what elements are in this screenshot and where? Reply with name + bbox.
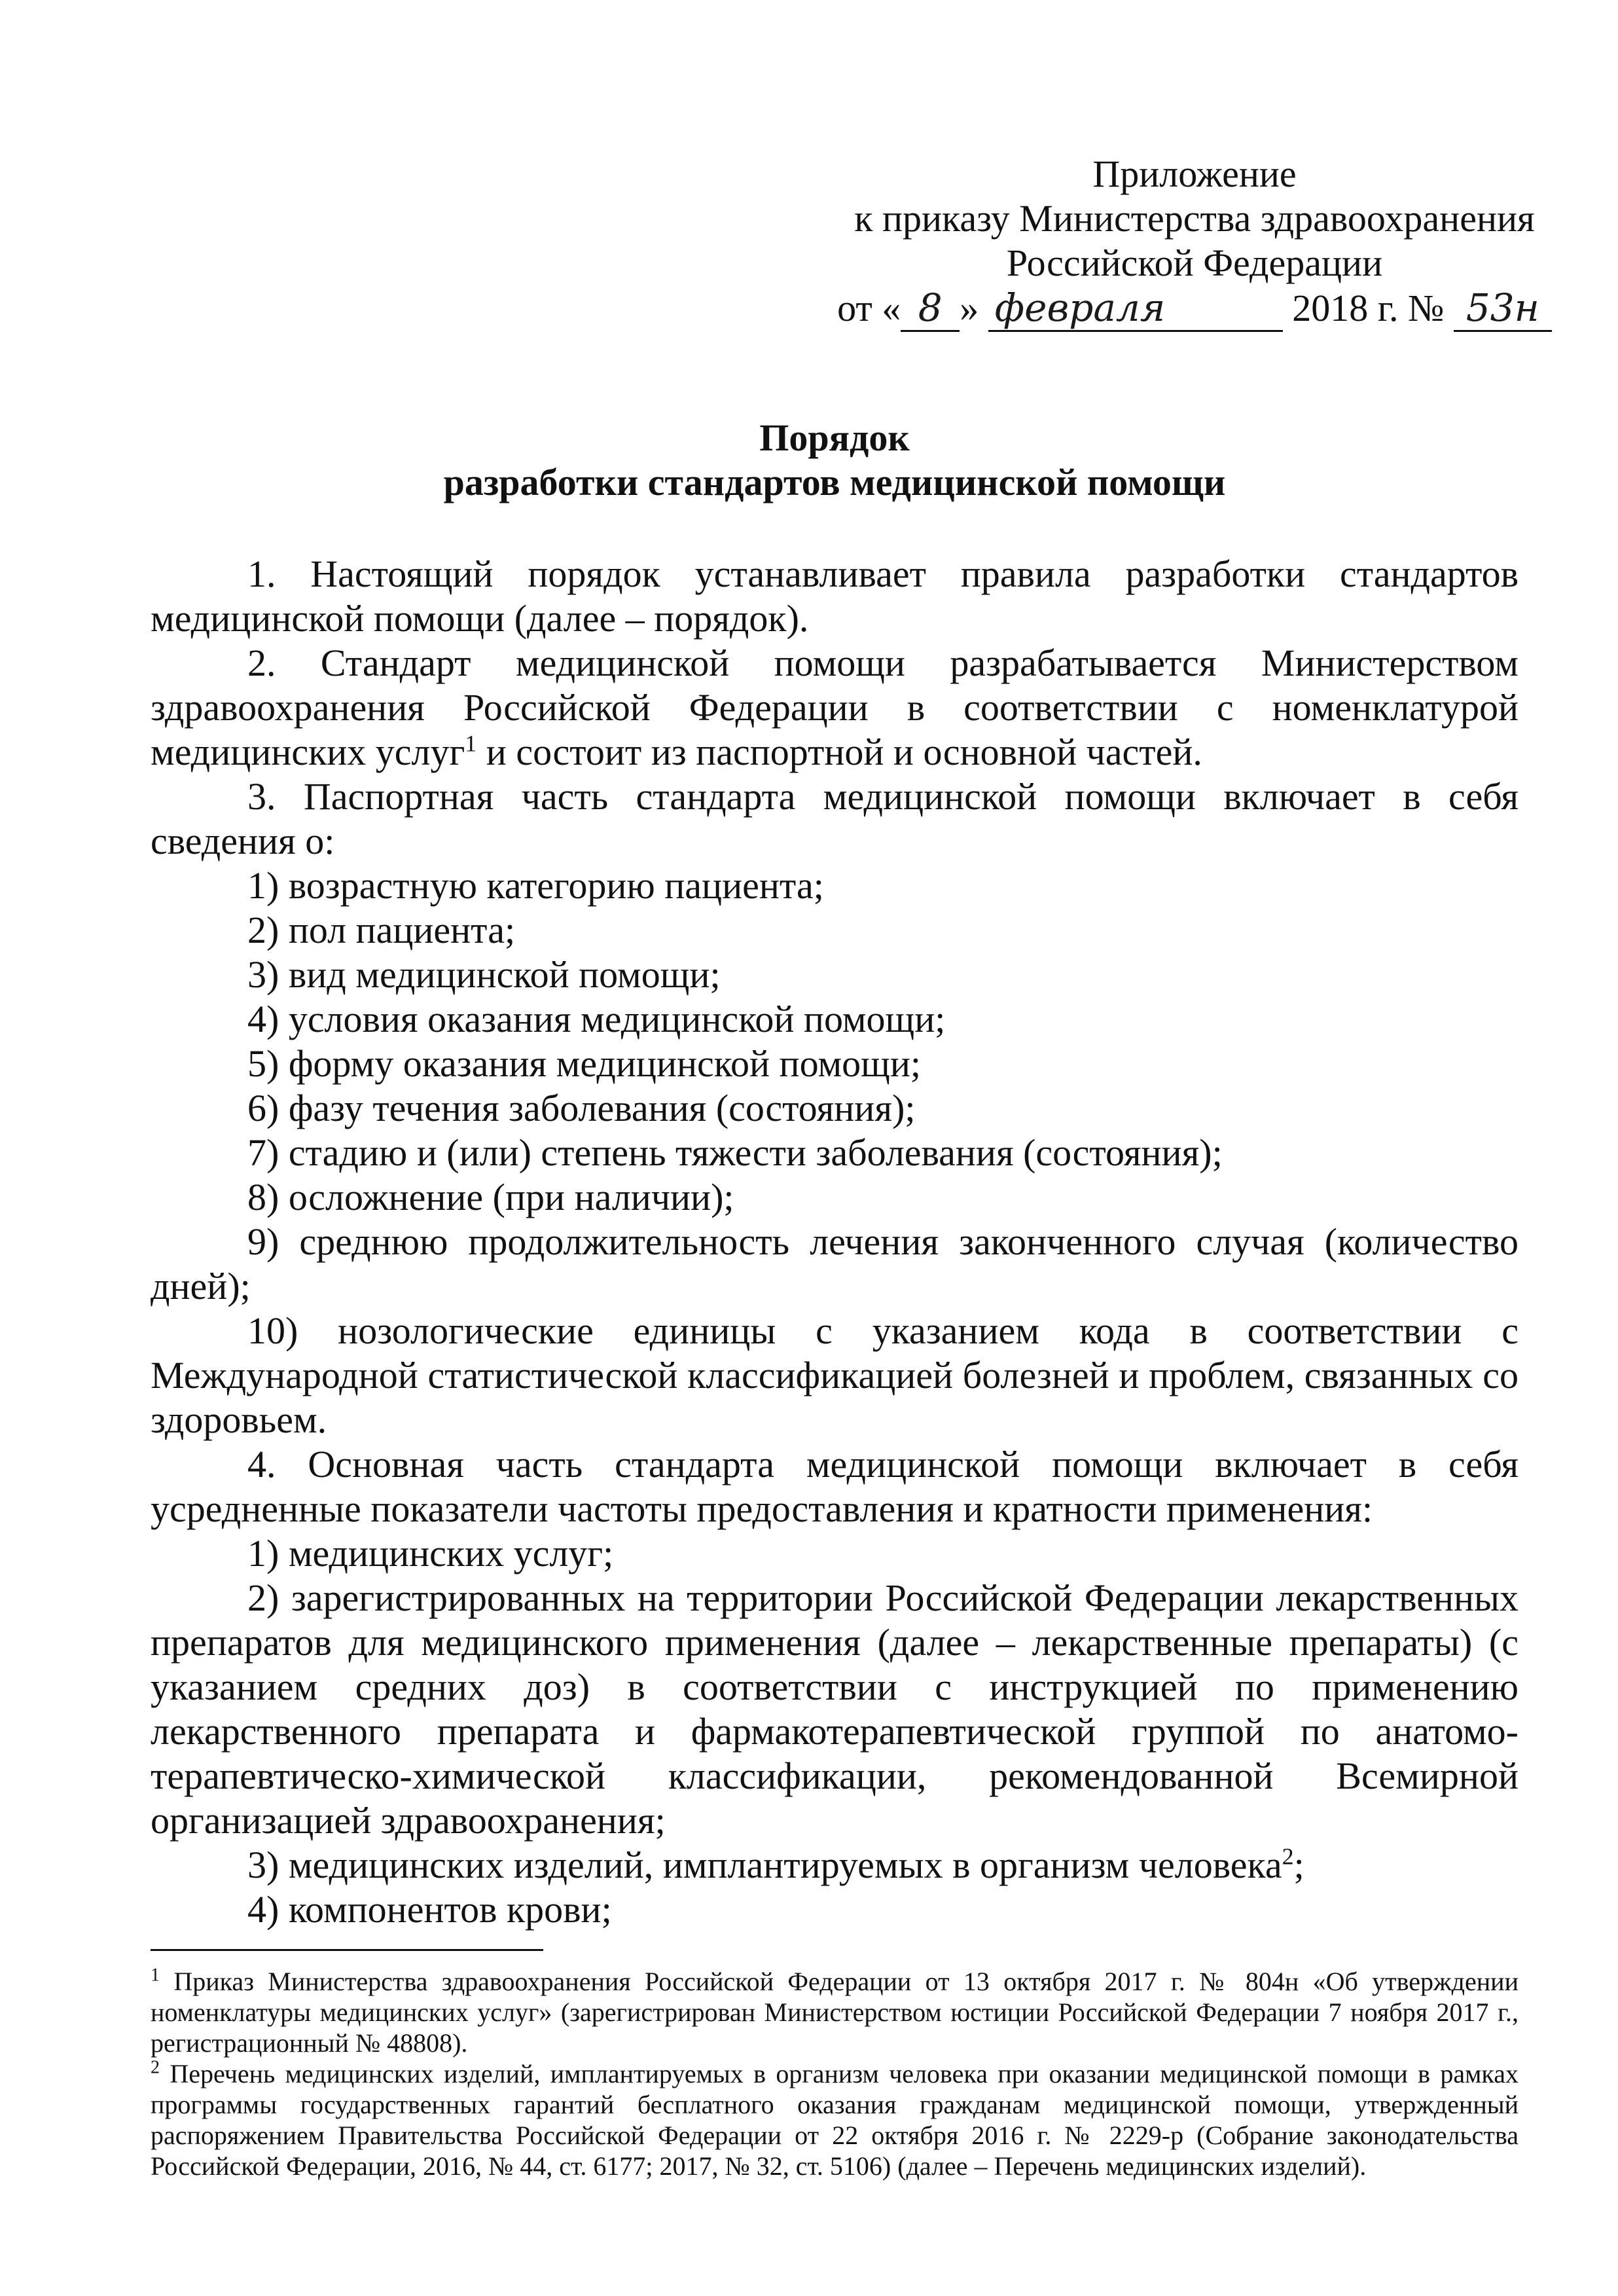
order-reference: к приказу Министерства здравоохранения (854, 197, 1535, 240)
list-item: 8) осложнение (при наличии); (247, 1176, 734, 1218)
list-item: 1) медицинских услуг; (247, 1532, 614, 1575)
footnote-ref-2: 2 (1282, 1843, 1294, 1870)
list-item: 2) зарегистрированных на территории Российской Федерации лекарственных препаратов для медицинского применения (далее – лекарственные препараты) (с указанием средних доз) в соответствии с инструкцией по применению лекарственного препарата и фармакотерапевтической группой по анатомо-терапевтическо-химической классификации, рекомендованной Всемирной организацией здравоохранения; (151, 1576, 1519, 1842)
order-date-line (818, 285, 1571, 332)
list-item: 2) пол пациента; (247, 909, 516, 951)
list-item: 6) фазу течения заболевания (состояния); (247, 1087, 916, 1129)
paragraph-3: 3. Паспортная часть стандарта медицинской помощи включает в себя сведения о: (151, 775, 1519, 862)
list-item: 3) медицинских изделий, имплантируемых в организм человека$^2$; (247, 1843, 1304, 1886)
year-number-label: 2018 г. № (1292, 287, 1445, 329)
footnotes (151, 1966, 1519, 2181)
appendix-label: Приложение (1092, 153, 1297, 195)
list-item: 7) стадию и (или) степень тяжести заболевания (состояния); (247, 1131, 1223, 1174)
list-item: 3) вид медицинской помощи; (247, 953, 721, 996)
date-prefix: от « (837, 287, 901, 329)
handwritten-number: 53н (1454, 285, 1552, 332)
list-item: 4) компонентов крови; (247, 1888, 612, 1931)
title-line-2: разработки стандартов медицинской помощи (443, 461, 1226, 503)
list-item: 4) условия оказания медицинской помощи; (247, 998, 946, 1040)
list-item: 1) возрастную категорию пациента; (247, 864, 824, 907)
list-item: 5) форму оказания медицинской помощи; (247, 1042, 921, 1085)
paragraph-1: 1. Настоящий порядок устанавливает правила разработки стандартов медицинской помощи (далее – порядок). (151, 553, 1519, 640)
footnote-2: $^2$ Перечень медицинских изделий, имплантируемых в организм человека при оказании медицинской помощи в рамках программы государственных гарантий бесплатного оказания гражданам медицинской помощи, утвержденный распоряжением Правительства Российской Федерации от 22 октября 2016 г. № 2229-р (Собрание законодательства Российской Федерации, 2016, № 44, ст. 6177; 2017, № 32, ст. 5106) (далее – Перечень медицинских изделий). (151, 2057, 1519, 2181)
footnote-ref-1: 1 (465, 730, 477, 757)
list-item: 10) нозологические единицы с указанием кода в соответствии с Международной статистической классификацией болезней и проблем, связанных со здоровьем. (151, 1309, 1519, 1441)
paragraph-4: 4. Основная часть стандарта медицинской помощи включает в себя усредненные показатели частоты предоставления и кратности применения: (151, 1443, 1519, 1530)
federation-label: Российской Федерации (1006, 242, 1383, 284)
handwritten-day: 8 (901, 285, 960, 332)
footnote-1: $^1$ Приказ Министерства здравоохранения Российской Федерации от 13 октября 2017 г. № 804н «Об утверждении номенклатуры медицинских услуг» (зарегистрирован Министерством юстиции Российской Федерации 7 ноября 2017 г., регистрационный № 48808). (151, 1965, 1519, 2058)
document-title (151, 416, 1519, 505)
document-body (151, 552, 1519, 1932)
list-item: 9) среднюю продолжительность лечения законченного случая (количество дней); (151, 1220, 1519, 1307)
date-mid: » (960, 287, 979, 329)
title-line-1: Порядок (759, 416, 910, 459)
appendix-header (818, 152, 1571, 332)
paragraph-2: 2. Стандарт медицинской помощи разрабатывается Министерством здравоохранения Российской Федерации в соответствии с номенклатурой медицинских услуг$^1$ и состоит из паспортной и основной частей. (151, 642, 1519, 773)
footnote-divider (151, 1949, 543, 1951)
handwritten-month: февраля (988, 285, 1283, 332)
